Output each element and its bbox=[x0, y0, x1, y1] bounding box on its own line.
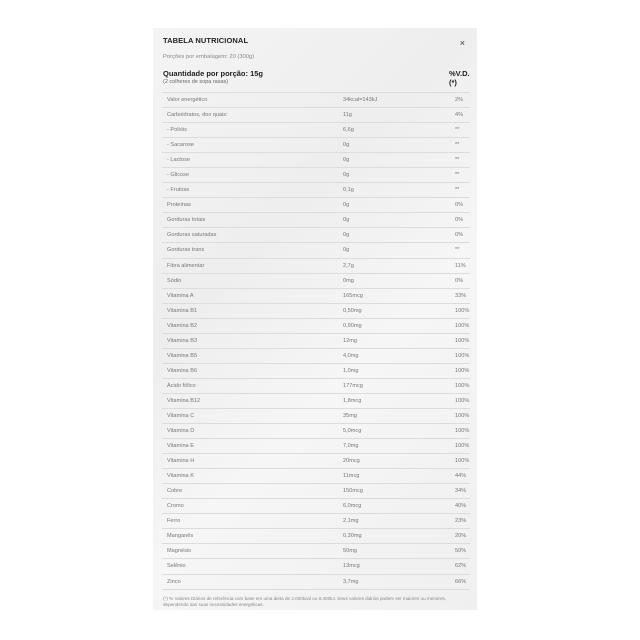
nutrient-name: Cromo bbox=[162, 499, 338, 514]
table-row bbox=[162, 454, 470, 469]
table-row bbox=[162, 469, 470, 484]
table-row bbox=[162, 393, 470, 408]
nutrient-vd: 4% bbox=[450, 108, 470, 123]
table-row bbox=[162, 544, 470, 559]
nutrient-amount: 0,90mg bbox=[338, 318, 450, 333]
table-row bbox=[162, 258, 470, 273]
table-row bbox=[162, 153, 470, 168]
nutrient-amount: 0,1g bbox=[338, 183, 450, 198]
nutrient-vd: ** bbox=[450, 138, 470, 153]
table-row bbox=[162, 348, 470, 363]
nutrient-amount: 0g bbox=[338, 138, 450, 153]
nutrient-name: Vitamina B6 bbox=[162, 363, 338, 378]
nutrient-vd: 100% bbox=[450, 408, 470, 423]
nutrient-amount: 0g bbox=[338, 198, 450, 213]
modal-title: TABELA NUTRICIONAL bbox=[163, 36, 249, 45]
nutrient-name: Vitamina B12 bbox=[162, 393, 338, 408]
nutrient-vd: 100% bbox=[450, 378, 470, 393]
nutrient-amount: 7,0mg bbox=[338, 439, 450, 454]
nutrient-name: - Polióis bbox=[162, 123, 338, 138]
nutrient-name: Gorduras trans bbox=[162, 243, 338, 258]
table-row bbox=[162, 499, 470, 514]
table-row bbox=[162, 559, 470, 574]
table-row bbox=[162, 333, 470, 348]
table-row bbox=[162, 378, 470, 393]
vd-column-header: %V.D.(*) bbox=[449, 69, 470, 87]
nutrient-name: Ácido fólico bbox=[162, 378, 338, 393]
table-row bbox=[162, 198, 470, 213]
table-row bbox=[162, 574, 470, 589]
nutrient-name: Gorduras totais bbox=[162, 213, 338, 228]
nutrient-amount: 0g bbox=[338, 153, 450, 168]
nutrient-name: Vitamina B1 bbox=[162, 303, 338, 318]
nutrient-amount: 50mg bbox=[338, 544, 450, 559]
table-row bbox=[162, 273, 470, 288]
nutrient-vd: ** bbox=[450, 123, 470, 138]
portion-sublabel: (2 colheres de sopa rasas) bbox=[163, 79, 229, 85]
nutrient-amount: 0g bbox=[338, 228, 450, 243]
table-row bbox=[162, 318, 470, 333]
nutrient-vd: 44% bbox=[450, 469, 470, 484]
nutrient-amount: 3,7mg bbox=[338, 574, 450, 589]
nutrient-vd: 34% bbox=[450, 484, 470, 499]
nutrient-name: Sódio bbox=[162, 273, 338, 288]
nutrient-vd: 100% bbox=[450, 348, 470, 363]
servings-per-package: Porções por embalagem: 20 (300g) bbox=[163, 54, 255, 60]
table-row bbox=[162, 183, 470, 198]
nutrient-amount: 0g bbox=[338, 243, 450, 258]
nutrient-vd: 33% bbox=[450, 288, 470, 303]
table-row bbox=[162, 138, 470, 153]
table-row bbox=[162, 484, 470, 499]
nutrient-amount: 2,1mg bbox=[338, 514, 450, 529]
nutrient-vd: 23% bbox=[450, 514, 470, 529]
nutrient-amount: 0,30mg bbox=[338, 529, 450, 544]
nutrient-vd: 50% bbox=[450, 544, 470, 559]
table-row bbox=[162, 408, 470, 423]
table-row bbox=[162, 123, 470, 138]
close-icon[interactable]: × bbox=[459, 38, 465, 48]
nutrient-vd: ** bbox=[450, 183, 470, 198]
nutrient-amount: 0mg bbox=[338, 273, 450, 288]
nutrient-vd: 100% bbox=[450, 333, 470, 348]
table-row bbox=[162, 514, 470, 529]
nutrient-amount: 34kcal=143kJ bbox=[338, 93, 450, 108]
table-row bbox=[162, 93, 470, 108]
nutrient-amount: 12mg bbox=[338, 333, 450, 348]
table-row bbox=[162, 108, 470, 123]
nutrient-vd: 100% bbox=[450, 439, 470, 454]
table-row bbox=[162, 288, 470, 303]
nutrient-amount: 6,6g bbox=[338, 123, 450, 138]
table-row bbox=[162, 303, 470, 318]
nutrient-name: Ferro bbox=[162, 514, 338, 529]
nutrient-name: Vitamina K bbox=[162, 469, 338, 484]
table-row bbox=[162, 529, 470, 544]
nutrient-amount: 6,0mcg bbox=[338, 499, 450, 514]
nutrient-amount: 1,0mg bbox=[338, 363, 450, 378]
nutrient-name: Vitamina B3 bbox=[162, 333, 338, 348]
nutrient-vd: ** bbox=[450, 153, 470, 168]
nutrition-table bbox=[162, 92, 470, 590]
nutrient-amount: 0g bbox=[338, 213, 450, 228]
nutrient-vd: 0% bbox=[450, 228, 470, 243]
nutrient-amount: 0g bbox=[338, 168, 450, 183]
portion-label: Quantidade por porção: 15g bbox=[163, 69, 264, 78]
nutrient-name: Zinco bbox=[162, 574, 338, 589]
nutrient-amount: 0,50mg bbox=[338, 303, 450, 318]
nutrient-vd: 0% bbox=[450, 213, 470, 228]
nutrient-amount: 177mcg bbox=[338, 378, 450, 393]
nutrient-name: Vitamina E bbox=[162, 439, 338, 454]
modal-header bbox=[161, 36, 469, 50]
nutrient-name: Magnésio bbox=[162, 544, 338, 559]
nutrient-amount: 5,0mcg bbox=[338, 424, 450, 439]
portion-header bbox=[161, 69, 469, 89]
nutrient-name: Vitamina H bbox=[162, 454, 338, 469]
table-row bbox=[162, 213, 470, 228]
table-row bbox=[162, 424, 470, 439]
nutrient-amount: 150mcg bbox=[338, 484, 450, 499]
nutrient-vd: 100% bbox=[450, 424, 470, 439]
nutrient-amount: 165mcg bbox=[338, 288, 450, 303]
nutrient-vd: 0% bbox=[450, 273, 470, 288]
nutrient-vd: 0% bbox=[450, 198, 470, 213]
table-row bbox=[162, 243, 470, 258]
nutrient-name: Vitamina B2 bbox=[162, 318, 338, 333]
nutrient-name: Selênio bbox=[162, 559, 338, 574]
nutrient-vd: 100% bbox=[450, 363, 470, 378]
table-row bbox=[162, 439, 470, 454]
nutrient-name: Vitamina B5 bbox=[162, 348, 338, 363]
nutrient-vd: 66% bbox=[450, 574, 470, 589]
table-row bbox=[162, 363, 470, 378]
nutrient-name: - Sacarose bbox=[162, 138, 338, 153]
nutrient-name: - Lactose bbox=[162, 153, 338, 168]
nutrient-amount: 2,7g bbox=[338, 258, 450, 273]
nutrient-name: Fibra alimentar bbox=[162, 258, 338, 273]
nutrient-amount: 13mcg bbox=[338, 559, 450, 574]
nutrient-name: - Glicose bbox=[162, 168, 338, 183]
nutrient-amount: 11mcg bbox=[338, 469, 450, 484]
nutrient-vd: 2% bbox=[450, 93, 470, 108]
nutrient-name: Vitamina D bbox=[162, 424, 338, 439]
nutrient-vd: 11% bbox=[450, 258, 470, 273]
nutrient-amount: 4,0mg bbox=[338, 348, 450, 363]
nutrient-name: - Frutose bbox=[162, 183, 338, 198]
nutrient-vd: 100% bbox=[450, 393, 470, 408]
nutrient-vd: 20% bbox=[450, 529, 470, 544]
nutrient-amount: 1,8mcg bbox=[338, 393, 450, 408]
table-row bbox=[162, 228, 470, 243]
nutrient-amount: 20mcg bbox=[338, 454, 450, 469]
nutrient-name: Valor energético bbox=[162, 93, 338, 108]
nutrition-table-modal bbox=[153, 28, 477, 610]
nutrient-name: Carboidratos, dos quais: bbox=[162, 108, 338, 123]
nutrient-amount: 11g bbox=[338, 108, 450, 123]
nutrient-vd: ** bbox=[450, 168, 470, 183]
nutrient-vd: 100% bbox=[450, 303, 470, 318]
nutrient-name: Vitamina C bbox=[162, 408, 338, 423]
footnote: (*) % Valores Diários de referência com base em uma dieta de 2.000kcal ou 8.400kJ. Seus valores diários podem ser maiores ou menores, dependendo das suas necessidades energéticas. bbox=[163, 595, 447, 607]
nutrient-name: Gorduras saturadas bbox=[162, 228, 338, 243]
nutrient-name: Proteínas bbox=[162, 198, 338, 213]
nutrient-vd: 100% bbox=[450, 318, 470, 333]
nutrient-vd: ** bbox=[450, 243, 470, 258]
table-row bbox=[162, 168, 470, 183]
nutrient-name: Vitamina A bbox=[162, 288, 338, 303]
nutrient-vd: 62% bbox=[450, 559, 470, 574]
nutrient-name: Manganês bbox=[162, 529, 338, 544]
nutrient-vd: 100% bbox=[450, 454, 470, 469]
nutrient-vd: 40% bbox=[450, 499, 470, 514]
nutrient-amount: 35mg bbox=[338, 408, 450, 423]
nutrient-name: Cobre bbox=[162, 484, 338, 499]
